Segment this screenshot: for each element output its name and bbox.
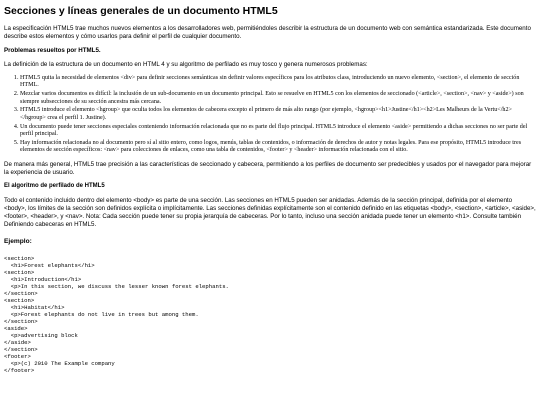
algorithm-heading: El algoritmo de perfilado de HTML5 — [4, 183, 105, 190]
list-item: 5. Hay información relacionada no al documento pero sí al sitio entero, como logos, menús, tablas de contenidos, o información de derechos de autor y notas legales. Para ese propósito, HTML5 introduce tres elementos de sección específicos: <nav> para colecciones de enlaces, como una tabla de contenidos, <footer> y <header> información relacionada con el sitio. — [20, 140, 536, 155]
problems-heading: Problemas resueltos por HTML5. — [4, 46, 101, 54]
summary-paragraph: De manera más general, HTML5 trae precisión a las características de seccionado y cabecera, permitiendo a los perfiles de documento ser predecibles y usados por el navegador para mejorar la experiencia de usuario. — [4, 160, 532, 176]
algorithm-paragraph: Todo el contenido incluido dentro del elemento <body> es parte de una sección. Las secciones en HTML5 pueden ser anidadas. Además de la sección principal, definida por el elemento <body>, los límites de la sección son definidos explícita o implícitamente. Las secciones definidas explícitamente son el contenido definido en las etiquetas <body>, <section>, <article>, <aside>, <footer>, <header>, y <nav>. Nota: Cada sección puede tener su propia jerarquía de cabeceras. Por lo tanto, incluso una sección anidada puede tener un elemento <h1>. Consulte también Definiendo cabeceras en HTML5. — [4, 196, 536, 229]
example-code-block: <section> <h1>Forest elephants</h1> <section> <h1>Introduction</h1> <p>In this section, we discuss the lesser known forest elephants. </section> <section> <h1>Habitat</h1> <p>Forest elephants do not live in trees but among them. </section> <aside> <p>advertising block </aside> </section> <footer> <p>(c) 2010 The Example company </footer> — [4, 254, 229, 375]
problems-list — [4, 75, 536, 155]
list-item: 2. Mezclar varios documentos es difícil: la inclusión de un sub-documento en un documento principal. Esto se resuelve en HTML5 con los elementos de seccionado (<article>, <section>, <nav> y <aside>) son siempre subsecciones de su sección ancestra más cercana. — [20, 91, 536, 106]
intro-paragraph: La especificación HTML5 trae muchos nuevos elementos a los desarrolladores web, permitiéndoles describir la estructura de un documento web con semántica estandarizada. Este documento describe estos elementos y cómo usarlos para definir el perfil de cualquier documento. — [4, 24, 531, 40]
list-item: 4. Un documento puede tener secciones especiales conteniendo información relacionada que no es parte del flujo principal. HTML5 introduce el elemento <aside> permitiendo a dichas secciones no ser parte del perfil principal. — [20, 124, 536, 139]
example-heading: Ejemplo: — [4, 238, 32, 246]
list-item: 3. HTML5 introduce el elemento <hgroup> que oculta todos los elementos de cabecera excepto el primero de más alto rango (por ejemplo, <hgroup><h1>Justine</h1><h2>Les Malheurs de la Vertu</h2></hgroup> crea el perfil 1. Justine). — [20, 107, 536, 122]
page-title: Secciones y líneas generales de un documento HTML5 — [4, 5, 278, 17]
list-item: 1. HTML5 quita la necesidad de elementos <div> para definir secciones semánticas sin definir valores específicos para los atributos class, introduciendo un nuevo elemento, <section>, el elemento de sección HTML. — [20, 75, 536, 90]
problems-intro: La definición de la estructura de un documento en HTML 4 y su algoritmo de perfilado es muy tosco y genera numerosos problemas: — [4, 60, 368, 68]
